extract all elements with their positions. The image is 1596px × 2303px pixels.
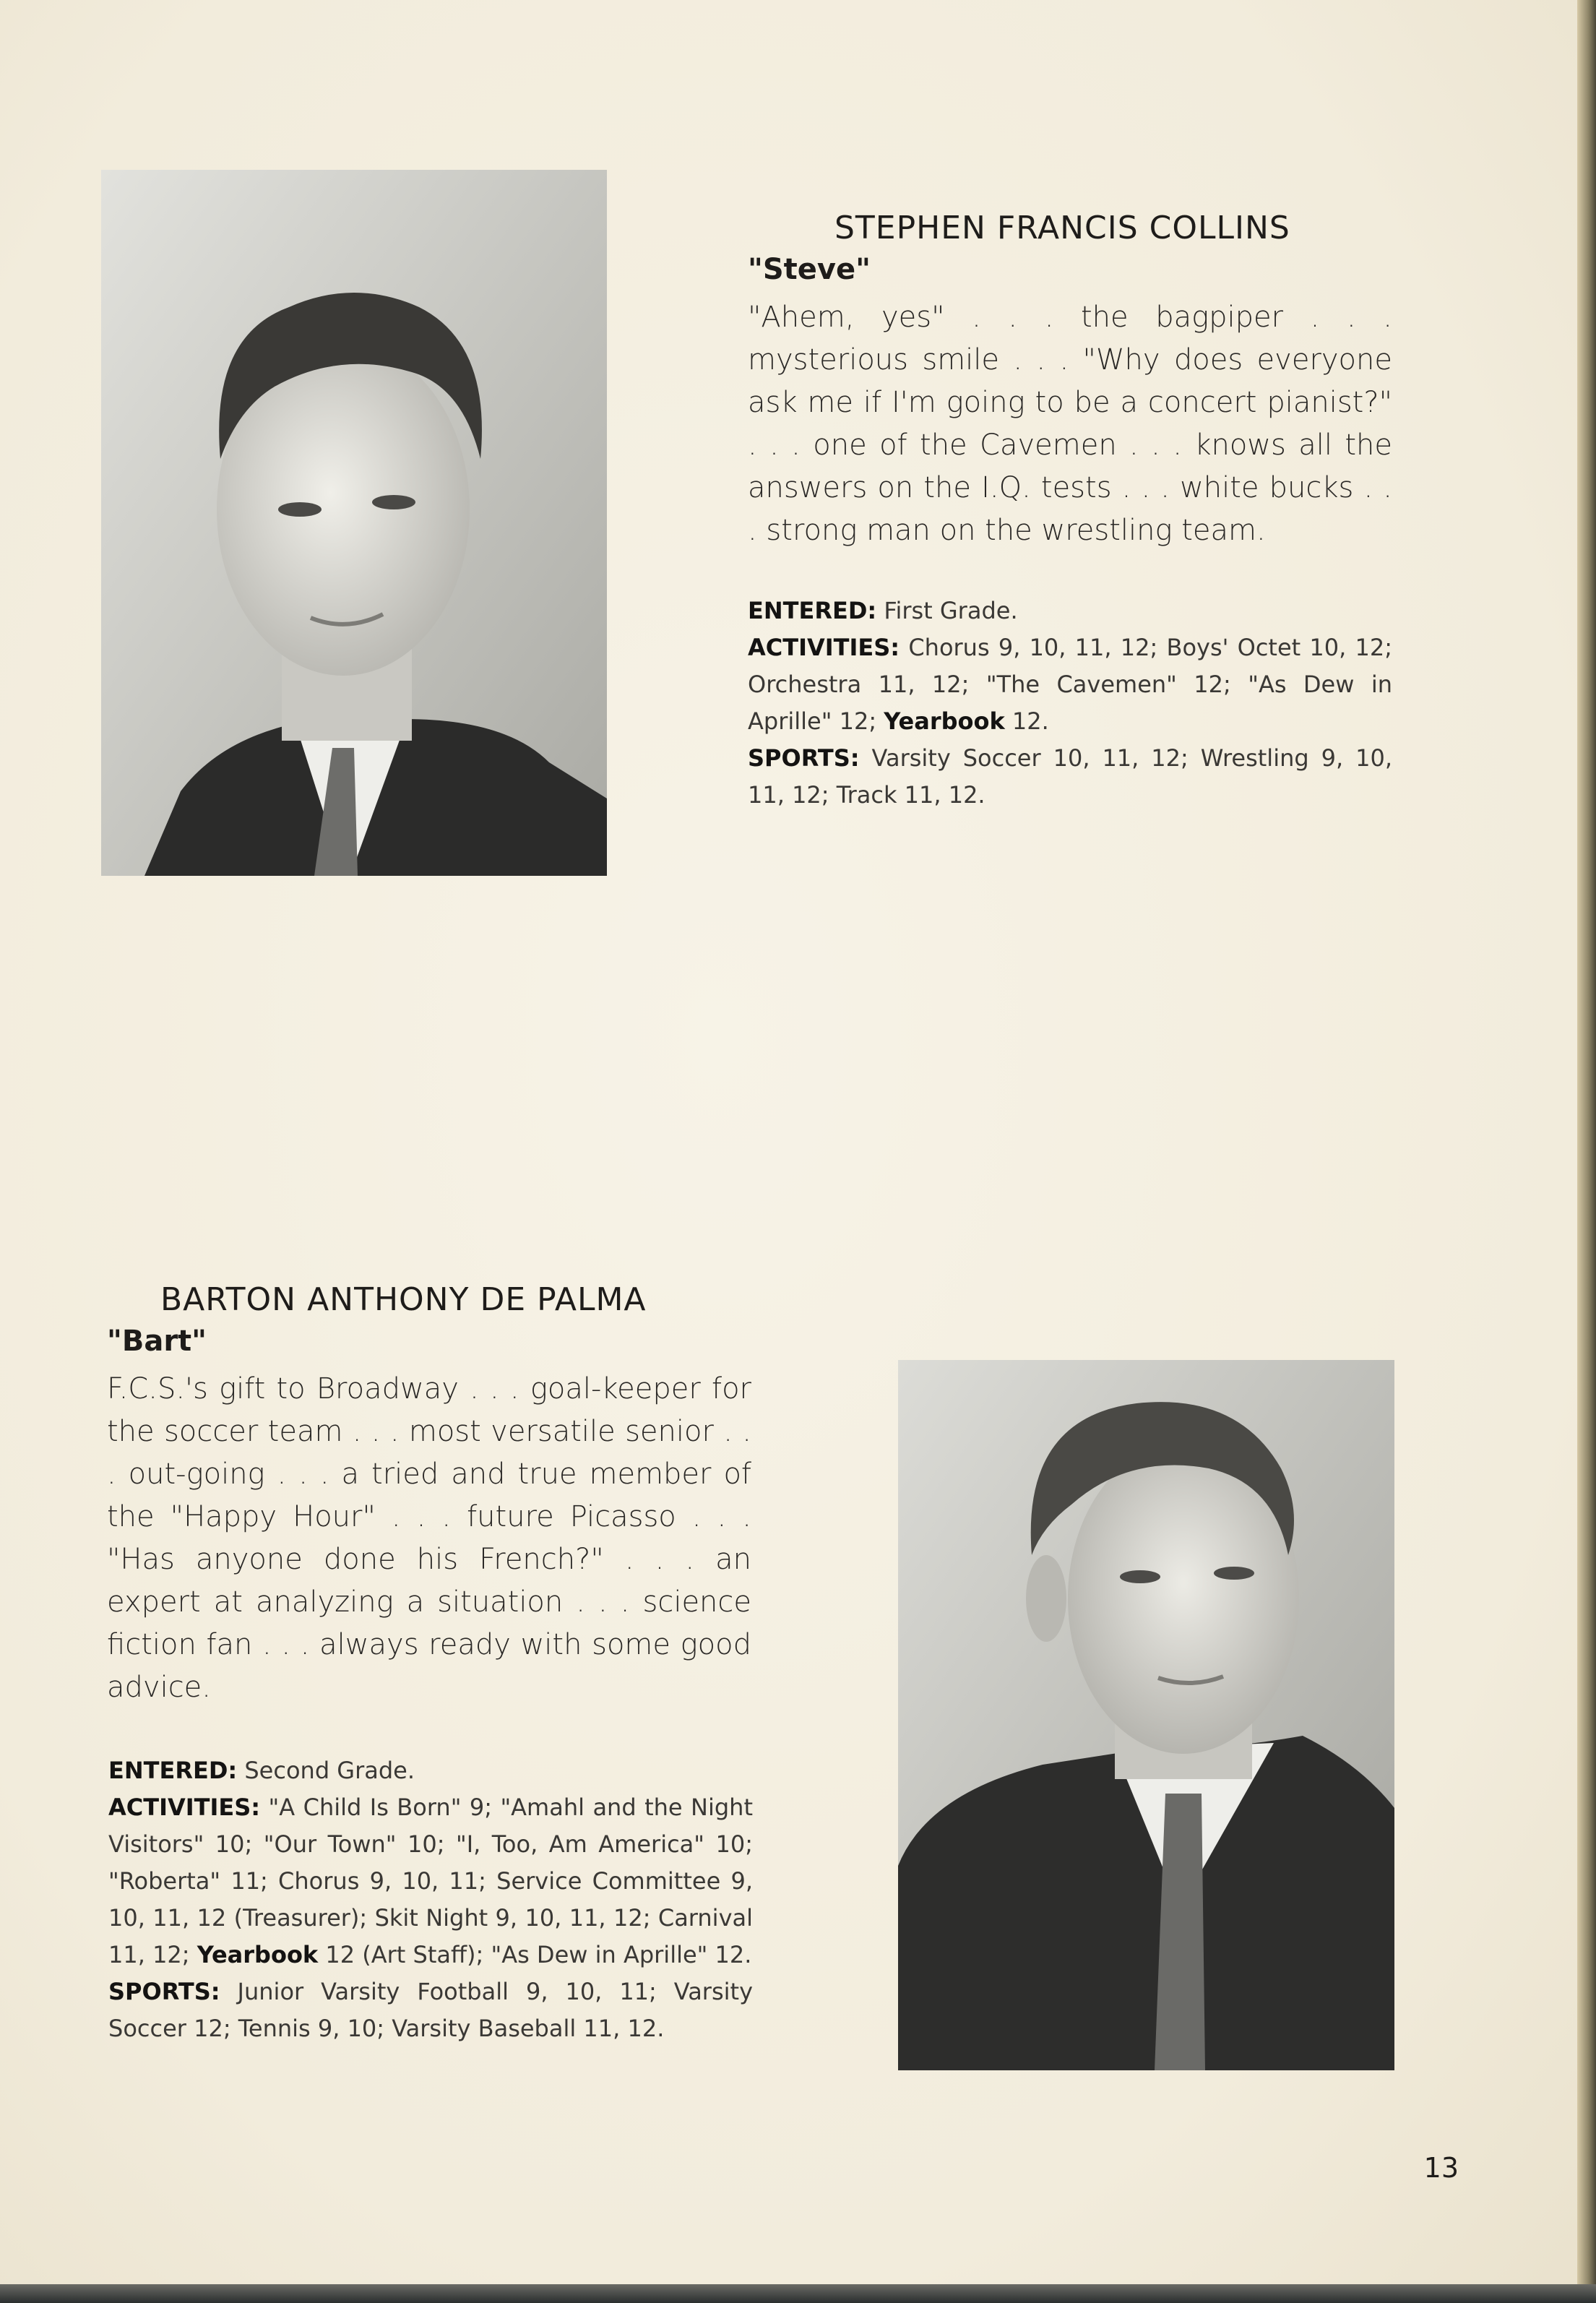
activities-value-end: 12 (Art Staff); "As Dew in Aprille" 12.	[325, 1941, 752, 1968]
page-number: 13	[1423, 2152, 1459, 2184]
activities-value: Chorus 9, 10, 11, 12; Boys' Octet 10, 12; Orchestra 11, 12; "The Cavemen" 12; "As Dew in Aprille" 12;	[748, 634, 1393, 735]
sports-label: SPORTS:	[748, 744, 860, 772]
student-description-depalma: F.C.S.'s gift to Broadway . . . goal-keeper for the soccer team . . . most versatile senior . . . out-going . . . a tried and true member of the "Happy Hour" . . . future Picasso . . . "Has anyone done his French?" . . . an expert at analyzing a situation . . . science fiction fan . . . always ready with some good advice.	[107, 1372, 751, 1704]
student-description-collins: "Ahem, yes" . . . the bagpiper . . . mysterious smile . . . "Why does everyone ask me if I'm going to be a concert pianist?" . . . one of the Cavemen . . . knows all the answers on the I.Q. tests . . . white bucks . . . strong man on the wrestling team.	[748, 301, 1392, 547]
activities-label: ACTIVITIES:	[108, 1794, 261, 1821]
student-name-depalma: BARTON ANTHONY DE PALMA	[160, 1281, 647, 1318]
sports-value: Junior Varsity Football 9, 10, 11; Varsity Soccer 12; Tennis 9, 10; Varsity Baseball 11, 12.	[108, 1978, 754, 2042]
entered-value: First Grade.	[884, 597, 1018, 624]
entered-label: ENTERED:	[748, 597, 877, 624]
page-bottom-edge	[0, 2284, 1596, 2303]
student-facts-collins	[748, 593, 1392, 814]
activities-value-end: 12.	[1011, 707, 1049, 735]
portrait-collins-illustration	[101, 170, 607, 876]
portrait-photo-depalma	[898, 1360, 1394, 2070]
sports-label: SPORTS:	[108, 1978, 220, 2005]
sports-value: Varsity Soccer 10, 11, 12; Wrestling 9, 10, 11, 12; Track 11, 12.	[748, 744, 1393, 809]
book-spine-edge	[1577, 0, 1596, 2303]
activities-label: ACTIVITIES:	[748, 634, 900, 661]
activities-yearbook: Yearbook	[197, 1941, 319, 1968]
activities-value: "A Child Is Born" 9; "Amahl and the Night Visitors" 10; "Our Town" 10; "I, Too, Am America" 10; "Roberta" 11; Chorus 9, 10, 11; Service Committee 9, 10, 11, 12 (Treasurer); Skit Night 9, 10, 11, 12; Carnival 11, 12;	[108, 1794, 754, 1968]
entered-label: ENTERED:	[108, 1757, 238, 1784]
activities-yearbook: Yearbook	[884, 707, 1005, 735]
portrait-photo-collins	[101, 170, 607, 876]
entered-value: Second Grade.	[244, 1757, 415, 1784]
student-facts-depalma	[108, 1752, 753, 2047]
portrait-depalma-illustration	[898, 1360, 1394, 2070]
student-name-collins: STEPHEN FRANCIS COLLINS	[834, 210, 1290, 246]
student-nickname-depalma: "Bart"	[107, 1325, 207, 1358]
student-nickname-collins: "Steve"	[748, 253, 871, 286]
